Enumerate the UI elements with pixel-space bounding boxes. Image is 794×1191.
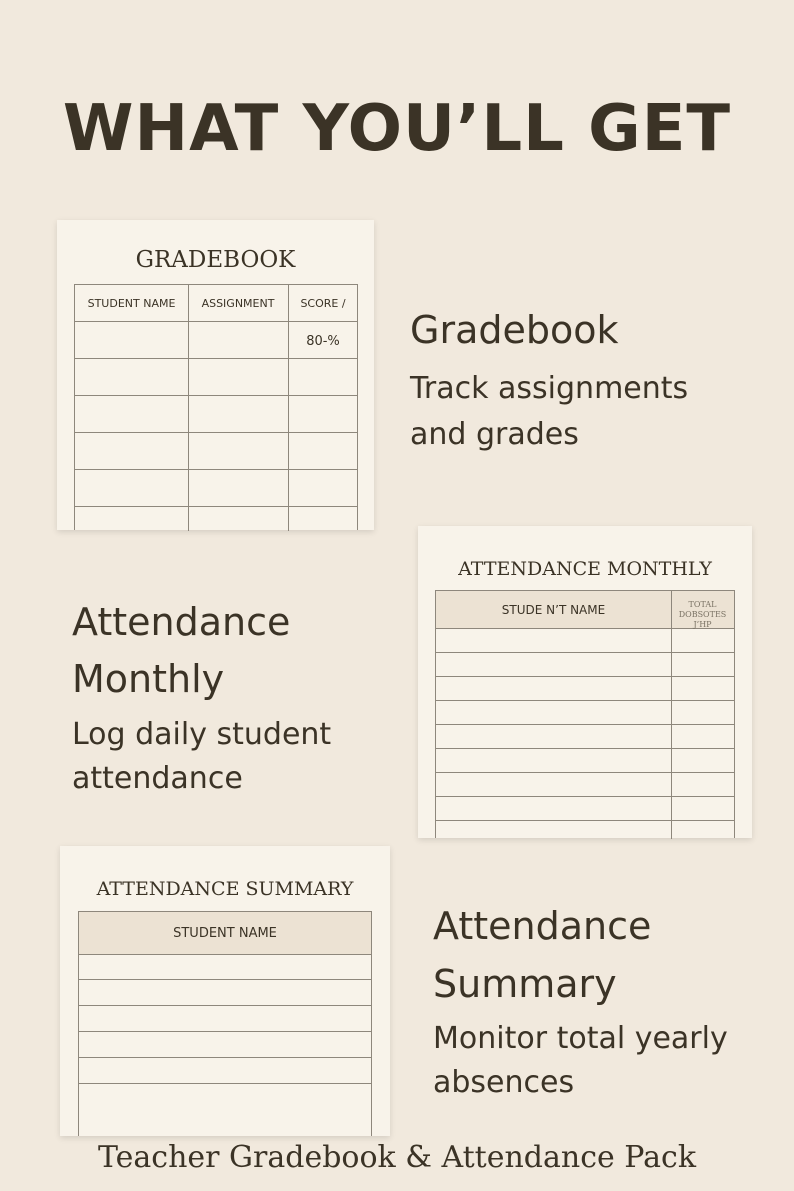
summary-feature-title-line1: Attendance [433,904,652,948]
gradebook-col-score: SCORE / [300,297,346,310]
monthly-col-total-line3: J’HP [693,620,712,629]
footer-title: Teacher Gradebook & Attendance Pack [97,1140,697,1175]
monthly-card-title: ATTENDANCE MONTHLY [458,558,712,580]
monthly-feature-desc-line2: attendance [72,761,243,796]
attendance-summary-preview-card [60,846,390,1136]
gradebook-col-assignment: ASSIGNMENT [201,297,275,310]
gradebook-preview-card [57,220,374,530]
headline: WHAT YOU’LL GET [62,92,732,166]
summary-col-student-name: STUDENT NAME [173,926,277,941]
summary-feature-title-line2: Summary [433,962,617,1006]
summary-feature-desc-line1: Monitor total yearly [433,1021,728,1056]
monthly-feature-title-line1: Attendance [72,600,291,644]
monthly-col-student-name: STUDE N’T NAME [501,603,606,617]
gradebook-col-student-name: STUDENT NAME [87,297,176,310]
summary-table [78,911,372,1136]
attendance-monthly-preview-card [418,526,752,838]
gradebook-feature-title: Gradebook [410,308,619,352]
summary-card-title: ATTENDANCE SUMMARY [96,878,354,900]
monthly-feature-desc-line1: Log daily student [72,717,332,752]
monthly-feature-title-line2: Monthly [72,657,225,701]
gradebook-feature-desc-line2: and grades [410,417,579,452]
gradebook-card-title: GRADEBOOK [135,247,296,273]
gradebook-feature-desc-line1: Track assignments [410,371,689,406]
monthly-col-total-line2: DOBSOTES [678,610,727,619]
monthly-table [435,590,735,838]
gradebook-sample-score: 80-% [306,334,340,349]
gradebook-table [74,284,358,530]
monthly-col-total-line1: TOTAL [688,600,717,609]
summary-feature-desc-line2: absences [433,1065,575,1100]
